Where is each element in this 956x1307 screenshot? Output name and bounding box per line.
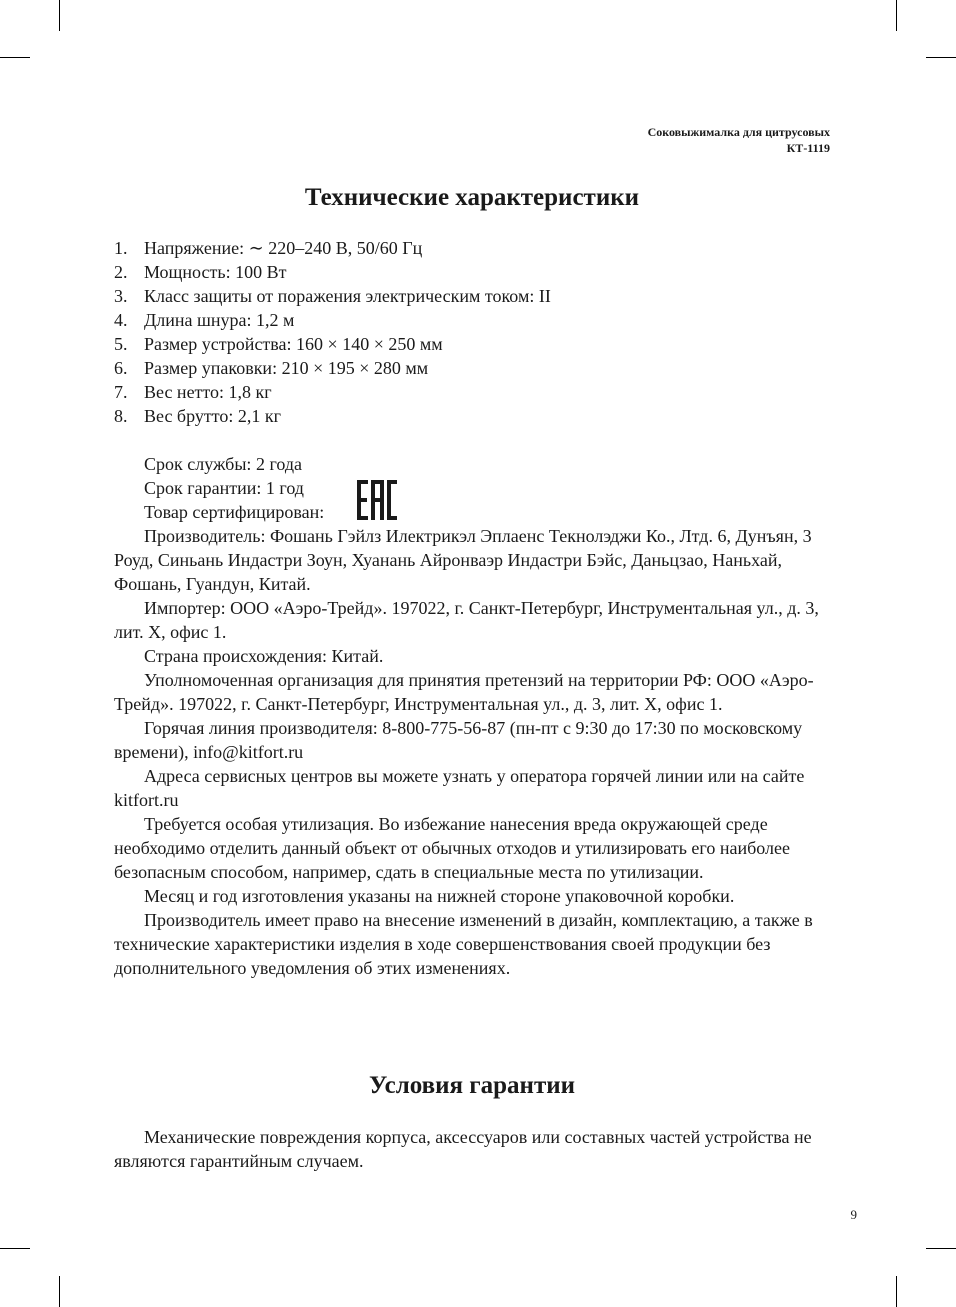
certified-label: Товар сертифицирован:	[144, 502, 325, 522]
page-number: 9	[850, 1207, 857, 1222]
service-centers-text: Адреса сервисных центров вы можете узнать у оператора горячей линии или на сайте kitfort.ru	[114, 766, 805, 810]
info-block	[114, 452, 830, 980]
product-name: Соковыжималка для цитрусовых	[647, 125, 830, 139]
model-number: КТ-1119	[786, 141, 830, 155]
manufacturer-text: Производитель: Фошань Гэйлз Илектрикэл Эплаенс Текнолэджи Ко., Лтд. 6, Дунъян, 3 Роуд, Синьань Индастри Зоун, Хуанань Айронваэр Индастри Бэйс, Даньцзао, Наньхай, Фошань, Гуандун, Китай.	[114, 526, 812, 594]
warranty-term: Срок гарантии: 1 год	[144, 478, 304, 498]
crop-mark	[59, 1276, 60, 1307]
spec-item: 5. Размер устройства: 160 × 140 × 250 мм	[114, 334, 443, 354]
specs-title: Технические характеристики	[304, 184, 640, 211]
service-life: Срок службы: 2 года	[144, 454, 303, 474]
hotline-text: Горячая линия производителя: 8-800-775-56-87 (пн-пт с 9:30 до 17:30 по московскому времени), info@kitfort.ru	[114, 718, 803, 762]
importer-text: Импортер: ООО «Аэро-Трейд». 197022, г. Санкт-Петербург, Инструментальная ул., д. 3, лит. Х, офис 1.	[114, 598, 819, 642]
crop-mark	[0, 57, 30, 58]
spec-item: 6. Размер упаковки: 210 × 195 × 280 мм	[114, 358, 429, 378]
crop-mark	[896, 0, 897, 31]
eac-certification-mark	[356, 479, 398, 521]
warranty-block	[114, 1125, 830, 1173]
specs-list	[114, 236, 551, 428]
running-header	[648, 124, 830, 156]
crop-mark	[926, 1248, 956, 1249]
crop-mark	[926, 57, 956, 58]
crop-mark	[896, 1276, 897, 1307]
crop-mark	[59, 0, 60, 31]
warranty-text: Механические повреждения корпуса, аксессуаров или составных частей устройства не являются гарантийным случаем.	[114, 1127, 812, 1171]
disposal-text: Требуется особая утилизация. Во избежание нанесения вреда окружающей среде необходимо отделить данный объект от обычных отходов и утилизировать его наиболее безопасным способом, например, сдать в специальные места по утилизации.	[114, 814, 790, 882]
authorized-org-text: Уполномоченная организация для принятия претензий на территории РФ: ООО «Аэро-Трейд». 197022, г. Санкт-Петербург, Инструментальная ул., д. 3, лит. Х, офис 1.	[114, 670, 814, 714]
spec-item: 4. Длина шнура: 1,2 м	[114, 310, 295, 330]
spec-item: 2. Мощность: 100 Вт	[114, 262, 287, 282]
spec-item: 3. Класс защиты от поражения электрическим током: II	[114, 286, 551, 306]
changes-text: Производитель имеет право на внесение изменений в дизайн, комплектацию, а также в технические характеристики изделия в ходе совершенствования своей продукции без дополнительного уведомления об этих изменениях.	[114, 910, 813, 978]
origin-text: Страна происхождения: Китай.	[144, 646, 384, 666]
manufacture-date-text: Месяц и год изготовления указаны на нижней стороне упаковочной коробки.	[144, 886, 735, 906]
spec-item: 1. Напряжение: ∼ 220–240 В, 50/60 Гц	[114, 238, 423, 258]
crop-mark	[0, 1248, 30, 1249]
spec-item: 8. Вес брутто: 2,1 кг	[114, 406, 281, 426]
spec-item: 7. Вес нетто: 1,8 кг	[114, 382, 272, 402]
warranty-title: Условия гарантии	[368, 1072, 576, 1099]
